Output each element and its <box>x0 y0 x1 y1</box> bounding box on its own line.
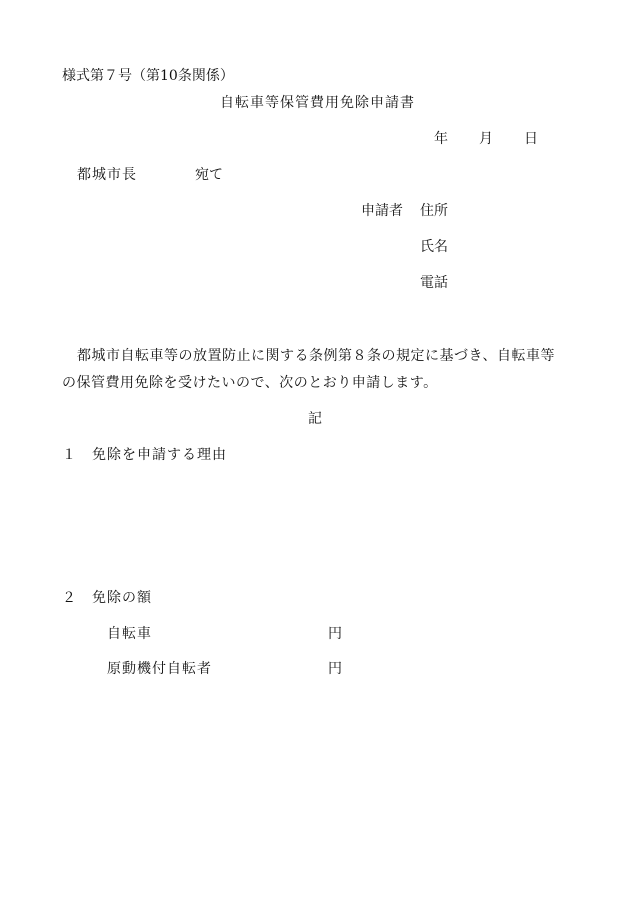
exemption-item-label: 自転車 <box>107 626 152 642</box>
date-month-label: 月 <box>479 131 493 147</box>
applicant-phone-label: 電話 <box>420 275 448 291</box>
exemption-item-unit: 円 <box>328 661 342 677</box>
section-2-number: ２ <box>62 590 76 606</box>
date-day-label: 日 <box>524 131 538 147</box>
applicant-name-label: 氏名 <box>420 239 448 255</box>
exemption-item-unit: 円 <box>328 626 342 642</box>
document-title: 自転車等保管費用免除申請書 <box>220 95 415 111</box>
addressee-name: 都城市長 <box>77 167 137 183</box>
ki-heading: 記 <box>308 411 322 427</box>
body-line-2: の保管費用免除を受けたいので、次のとおり申請します。 <box>62 375 438 391</box>
body-line-1: 都城市自転車等の放置防止に関する条例第８条の規定に基づき、自転車等 <box>77 348 555 364</box>
section-1-number: １ <box>62 447 76 463</box>
addressee-suffix: 宛て <box>195 167 223 183</box>
section-1-label: 免除を申請する理由 <box>92 447 227 463</box>
form-number: 様式第７号（第10条関係） <box>62 68 234 84</box>
applicant-label: 申請者 <box>361 203 403 219</box>
exemption-item-label: 原動機付自転者 <box>107 661 212 677</box>
applicant-address-label: 住所 <box>420 203 448 219</box>
section-2-label: 免除の額 <box>92 590 152 606</box>
date-year-label: 年 <box>434 131 448 147</box>
